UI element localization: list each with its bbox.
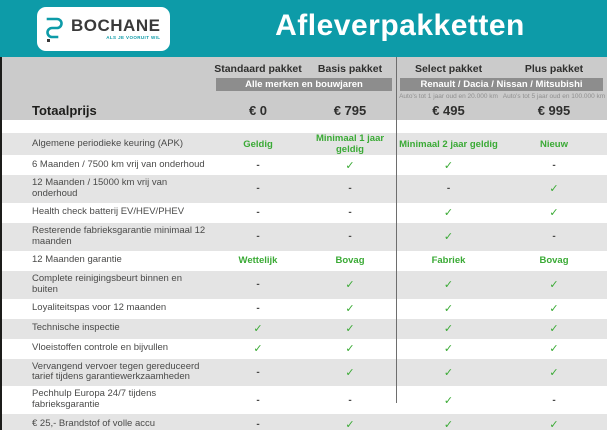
row-label: Vervangend vervoer tegen gereduceerd tarief tijdens garantiewerkzaamheden — [32, 360, 200, 383]
dash-mark: - — [552, 394, 556, 406]
row-cell — [212, 279, 304, 290]
row-cell — [396, 394, 501, 407]
row-cell — [304, 159, 396, 172]
row-cell — [501, 395, 607, 406]
check-icon: ✓ — [549, 279, 559, 292]
row-cell — [212, 367, 304, 378]
dash-mark: - — [256, 183, 260, 195]
dash-mark: - — [348, 394, 352, 406]
row-cell — [501, 255, 607, 266]
column-note-3: Auto's tot 1 jaar oud en 20.000 km — [399, 93, 498, 100]
row-cell — [304, 207, 396, 218]
check-icon: ✓ — [345, 323, 355, 336]
row-cell — [501, 182, 607, 195]
row-cell — [396, 322, 501, 335]
row-cell — [304, 231, 396, 242]
dash-mark: - — [552, 231, 556, 243]
dash-mark: - — [256, 231, 260, 243]
dash-mark: - — [256, 418, 260, 430]
check-icon: ✓ — [549, 183, 559, 196]
row-cell — [304, 342, 396, 355]
table-row — [2, 133, 607, 155]
row-cell — [212, 303, 304, 314]
total-price-label: Totaalprijs — [32, 103, 97, 118]
row-cell — [396, 366, 501, 379]
check-icon: ✓ — [549, 418, 559, 430]
row-label: 12 Maanden / 15000 km vrij van onderhoud — [32, 177, 168, 199]
row-cell — [396, 159, 501, 172]
dash-mark: - — [552, 159, 556, 171]
table-row — [2, 155, 607, 175]
column-price-3: € 495 — [432, 103, 465, 118]
table-header-band — [2, 57, 607, 120]
page-title: Afleverpakketten — [275, 9, 525, 42]
value-text: Bovag — [335, 255, 365, 267]
row-label: 6 Maanden / 7500 km vrij van onderhoud — [32, 158, 205, 170]
column-header-2: Basis pakket — [317, 63, 383, 75]
column-header-4: Plus pakket — [524, 63, 584, 75]
table-row — [2, 223, 607, 251]
value-text: Fabriek — [431, 255, 466, 267]
check-icon: ✓ — [345, 366, 355, 379]
check-icon: ✓ — [549, 303, 559, 316]
table-row — [2, 203, 607, 223]
row-cell — [501, 160, 607, 171]
row-cell — [304, 278, 396, 291]
group-band-2: Renault / Dacia / Nissan / Mitsubishi — [400, 78, 603, 91]
check-icon: ✓ — [345, 159, 355, 172]
check-icon: ✓ — [345, 303, 355, 316]
table-row — [2, 251, 607, 271]
row-cell — [212, 139, 304, 150]
value-text: Minimaal 2 jaar geldig — [399, 138, 498, 150]
check-icon: ✓ — [443, 279, 454, 292]
dash-mark: - — [256, 159, 260, 171]
column-header-1: Standaard pakket — [214, 63, 302, 75]
row-cell — [304, 255, 396, 266]
row-label: Complete reinigingsbeurt binnen en buiten — [32, 272, 182, 295]
row-cell — [304, 418, 396, 430]
row-cell — [396, 278, 501, 291]
dash-mark: - — [256, 279, 260, 291]
group-band-1: Alle merken en bouwjaren — [216, 78, 392, 91]
check-icon: ✓ — [549, 323, 559, 336]
bochane-logo — [37, 7, 170, 51]
row-cell — [396, 230, 501, 243]
row-label: Algemene periodieke keuring (APK) — [32, 137, 184, 149]
row-cell — [304, 302, 396, 315]
row-cell — [396, 418, 501, 430]
check-icon: ✓ — [549, 366, 559, 379]
check-icon: ✓ — [443, 207, 454, 220]
row-cell — [212, 160, 304, 171]
row-cell — [501, 206, 607, 219]
row-cell — [396, 342, 501, 355]
row-cell — [304, 322, 396, 335]
row-cell — [396, 206, 501, 219]
column-price-1: € 0 — [248, 103, 268, 118]
row-cell — [501, 302, 607, 315]
row-label: Health check batterij EV/HEV/PHEV — [32, 206, 185, 218]
column-note-1 — [212, 91, 304, 101]
row-label: 12 Maanden garantie — [32, 254, 122, 266]
check-icon: ✓ — [443, 418, 454, 430]
value-text: Minimaal 1 jaar geldig — [315, 133, 385, 155]
dash-mark: - — [348, 207, 352, 219]
row-cell — [396, 255, 501, 266]
dash-mark: - — [256, 394, 260, 406]
table-row — [2, 175, 607, 203]
check-icon: ✓ — [443, 366, 454, 379]
dash-mark: - — [446, 183, 451, 195]
check-icon: ✓ — [443, 343, 454, 356]
dash-mark: - — [256, 303, 260, 315]
row-cell — [212, 419, 304, 430]
logo-tagline: ALS JE VOORUIT WIL — [106, 35, 161, 41]
table-header-grid — [2, 57, 607, 120]
check-icon: ✓ — [253, 323, 263, 336]
row-cell — [304, 183, 396, 194]
check-icon: ✓ — [345, 418, 355, 430]
row-label: Technische inspectie — [32, 322, 120, 334]
row-cell — [501, 342, 607, 355]
column-header-3: Select pakket — [414, 63, 483, 75]
row-cell — [212, 342, 304, 355]
table-row — [2, 359, 607, 387]
table-row — [2, 319, 607, 339]
row-label: € 25,- Brandstof of volle accu — [32, 417, 156, 429]
row-cell — [396, 183, 501, 194]
dash-mark: - — [348, 183, 352, 195]
table-row — [2, 386, 607, 414]
row-label: Resterende fabrieksgarantie minimaal 12 maanden — [32, 224, 206, 247]
row-cell — [501, 418, 607, 430]
logo-text: BOCHANE — [71, 16, 161, 36]
column-price-2: € 795 — [333, 103, 367, 118]
check-icon: ✓ — [443, 231, 454, 244]
row-label: Pechhulp Europa 24/7 tijdens fabrieksgarantie — [32, 388, 157, 411]
value-text: Nieuw — [540, 138, 568, 150]
table-row — [2, 299, 607, 319]
row-cell — [501, 322, 607, 335]
check-icon: ✓ — [253, 343, 263, 356]
table-row — [2, 339, 607, 359]
row-cell — [304, 366, 396, 379]
check-icon: ✓ — [443, 394, 454, 407]
row-cell — [501, 278, 607, 291]
check-icon: ✓ — [345, 279, 355, 292]
row-label: Vloeistoffen controle en bijvullen — [32, 342, 169, 354]
row-cell — [304, 133, 396, 155]
header-bar — [0, 0, 607, 57]
row-cell — [212, 183, 304, 194]
column-price-4: € 995 — [537, 103, 571, 118]
table-row — [2, 271, 607, 299]
dash-mark: - — [256, 366, 260, 378]
row-cell — [501, 366, 607, 379]
row-cell — [212, 395, 304, 406]
bochane-logo-icon — [45, 14, 67, 44]
table-row — [2, 414, 607, 430]
group-divider — [396, 57, 397, 403]
row-cell — [396, 139, 501, 150]
check-icon: ✓ — [549, 343, 559, 356]
dash-mark: - — [348, 231, 352, 243]
row-cell — [396, 302, 501, 315]
table-area — [0, 57, 607, 430]
column-note-2 — [304, 91, 396, 101]
check-icon: ✓ — [549, 207, 559, 220]
check-icon: ✓ — [345, 343, 355, 356]
value-text: Bovag — [539, 255, 569, 267]
feature-rows — [2, 133, 607, 430]
logo-text-group — [71, 17, 160, 41]
row-cell — [212, 207, 304, 218]
row-cell — [212, 255, 304, 266]
row-cell — [501, 231, 607, 242]
row-cell — [501, 139, 607, 150]
band-gap — [2, 120, 607, 133]
row-cell — [304, 395, 396, 406]
check-icon: ✓ — [443, 159, 454, 172]
value-text: Wettelijk — [238, 255, 278, 267]
check-icon: ✓ — [443, 323, 454, 336]
row-cell — [212, 322, 304, 335]
value-text: Geldig — [243, 138, 273, 150]
column-note-4: Auto's tot 5 jaar oud en 100.000 km — [502, 93, 606, 100]
check-icon: ✓ — [443, 303, 454, 316]
dash-mark: - — [256, 207, 260, 219]
row-cell — [212, 231, 304, 242]
row-label: Loyaliteitspas voor 12 maanden — [32, 302, 167, 314]
